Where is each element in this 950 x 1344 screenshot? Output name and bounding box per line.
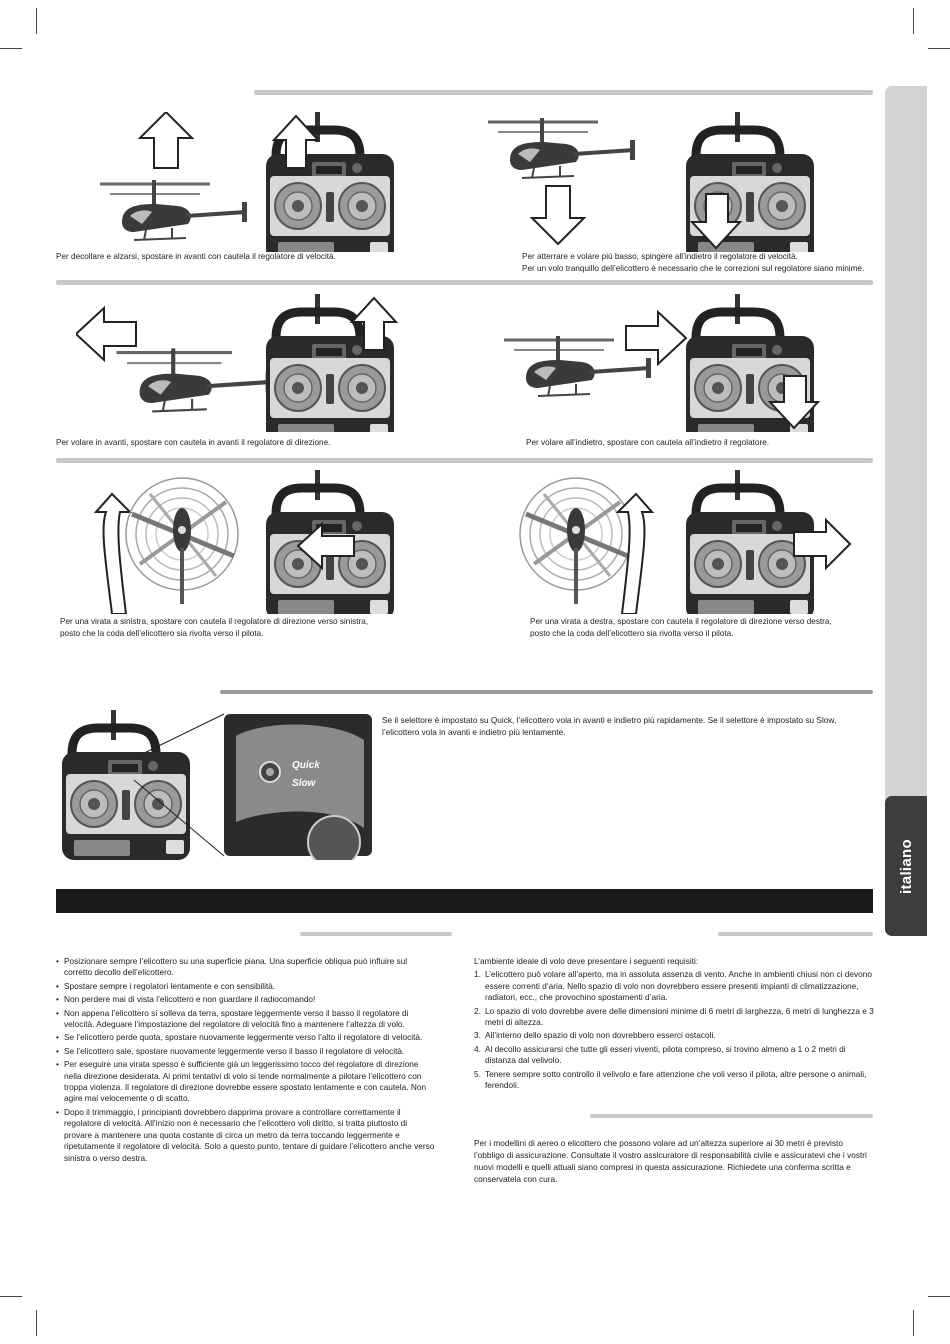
list-item: 2. Lo spazio di volo dovrebbe avere delle dimensioni minime di 6 metri di larghezza, 6 metri di lunghezza e 3 metri di altezza. <box>474 1005 874 1028</box>
section-bar <box>56 889 873 913</box>
figure-caption: Per atterrare e volare più basso, spingere all’indietro il regolatore di velocità. Per un volo tranquillo dell’elicottero è necessario che le correzioni sul regolatore siano minime. <box>522 252 865 273</box>
figure-landing <box>478 106 838 252</box>
figure-caption: Per decollare e alzarsi, spostare in avanti con cautela il regolatore di velocità. <box>56 252 336 261</box>
crop-mark <box>0 1296 22 1297</box>
crop-mark <box>36 8 37 34</box>
section-rule-left <box>300 932 452 936</box>
list-item: • Non perdere mai di vista l’elicottero e non guardare il radiocomando! <box>56 994 436 1005</box>
list-item: • Se l’elicottero perde quota, spostare nuovamente leggermente verso l’alto il regolatore di velocità. <box>56 1032 436 1043</box>
helicopter-illustration <box>488 118 635 178</box>
list-item: 1. L’elicottero può volare all’aperto, ma in assoluta assenza di vento. Anche in ambienti chiusi non ci devono essere correnti d‘aria. Nello spazio di volo non dovrebbero essere presenti impianti di climatizzazione, radiatori, ecc., che provochino spostamenti d’aria. <box>474 969 872 1003</box>
section-rule-insurance <box>590 1114 873 1118</box>
helicopter-illustration <box>100 180 247 240</box>
list-item: • Se l’elicottero sale, spostare nuovamente leggermente verso il basso il regolatore di velocità. <box>56 1046 436 1057</box>
figure-turn-right <box>510 468 854 614</box>
list-item: 4. Al decollo assicurarsi che tutte gli esseri viventi, pilota compreso, si trovino almeno a 1 o 2 metri di distanza dal velivolo. <box>474 1043 846 1066</box>
arrow-right-icon <box>626 312 686 364</box>
crop-mark <box>928 48 950 49</box>
section-rule-top <box>254 90 873 95</box>
list-item: • Non appena l’elicottero si solleva da terra, spostare leggermente verso il basso il regolatore di velocità. Adeguare l’impostazione del regolatore di velocità fino a mantenere l’altezza di volo. <box>56 1008 436 1031</box>
crop-mark <box>928 1296 950 1297</box>
section-rule-selector <box>220 690 873 694</box>
section-rule-right <box>718 932 873 936</box>
crop-mark <box>36 1310 37 1336</box>
section-rule <box>56 280 873 285</box>
insurance-paragraph: Per i modellini di aereo o elicottero che possono volare ad un’altezza superiore ai 30 metri è previsto l’obbligo di assicurazione. Consultate il vostro assicuratore di responsabilità civile e assicuratevi che i vostri nuovi modelli e quelli attuali siano compresi in questa assicurazione. Richiedete una conferma scritta e conservatela con cura. <box>474 1138 867 1184</box>
language-tab-label: italiano <box>897 838 915 894</box>
list-item: • Spostare sempre i regolatori lentamente e con sensibilità. <box>56 981 436 992</box>
list-item: 3. All’interno dello spazio di volo non dovrebbero esserci ostacoli. <box>474 1030 716 1041</box>
figure-speed-selector <box>54 710 374 860</box>
figure-caption: Per volare all’indietro, spostare con cautela all’indietro il regolatore. <box>526 438 770 447</box>
helicopter-illustration <box>117 348 271 411</box>
figure-caption: Per volare in avanti, spostare con cautela in avanti il regolatore di direzione. <box>56 438 331 447</box>
slow-label: Slow <box>292 778 316 789</box>
selector-description: Se il selettore è impostato su Quick, l’elicottero vola in avanti e indietro più rapidamente. Se il selettore è impostato su Slow, l’elicottero vola in avanti e indietro più lentamente. <box>382 715 837 737</box>
figure-turn-left <box>86 468 406 614</box>
quick-label: Quick <box>292 760 320 771</box>
crop-mark <box>913 1310 914 1336</box>
figure-caption: Per una virata a sinistra, spostare con cautela il regolatore di direzione verso sinistra, posto che la coda dell’elicottero sia rivolta verso il pilota. <box>60 617 369 638</box>
flight-tips-list <box>56 956 436 1166</box>
crop-mark <box>913 8 914 34</box>
curved-arrow-left-icon <box>96 494 130 614</box>
remote-control <box>62 710 190 860</box>
figure-forward <box>76 292 406 432</box>
side-tab-background <box>885 86 927 846</box>
figure-backward <box>494 292 840 432</box>
helicopter-top-view <box>520 478 632 604</box>
list-item: • Per eseguire una virata spesso è sufficiente già un leggerissimo tocco del regolatore di direzione nella direzione desiderata. Ai primi tentativi di volo si tende normalmente a pilotare l’elicottero con troppa violenza. Il regolatore di direzione dovrebbe essere spostato lentamente e con cautela. Non agire mai velocemente o di scatto. <box>56 1059 436 1105</box>
helicopter-top-view <box>126 478 238 604</box>
list-item: 5. Tenere sempre sotto controllo il velivolo e fare attenzione che voli verso il pilota, altre persone o animali, ferendoli. <box>474 1068 867 1091</box>
arrow-up-icon <box>140 112 192 168</box>
section-rule <box>56 458 873 463</box>
list-item: • Posizionare sempre l’elicottero su una superficie piana. Una superficie obliqua può influire sul corretto decollo dell’elicottero. <box>56 956 436 979</box>
figure-caption: Per una virata a destra, spostare con cautela il regolatore di direzione verso destra, posto che la coda dell’elicottero sia rivolta verso il pilota. <box>530 617 832 638</box>
selector-closeup <box>224 714 372 860</box>
environment-list <box>474 969 878 1091</box>
environment-section <box>474 956 878 1093</box>
list-item: • Dopo il trimmaggio, i principianti dovrebbero dapprima provare a controllare correttamente il regolatore di velocità. All’inizio non è necessario che l’elicottero voli diritto, si tratta piuttosto di provare a mantenere una quota costante di circa un metro da terra toccando leggermente e ripetutamente il regolatore di velocità. Solo a questo punto, tentare di guidare l’elicottero anche verso sinistra o verso destra. <box>56 1107 436 1164</box>
figure-takeoff <box>86 112 406 252</box>
crop-mark <box>0 48 22 49</box>
arrow-down-icon <box>532 186 584 244</box>
environment-intro: L’ambiente ideale di volo deve presentare i seguenti requisiti: <box>474 956 699 966</box>
